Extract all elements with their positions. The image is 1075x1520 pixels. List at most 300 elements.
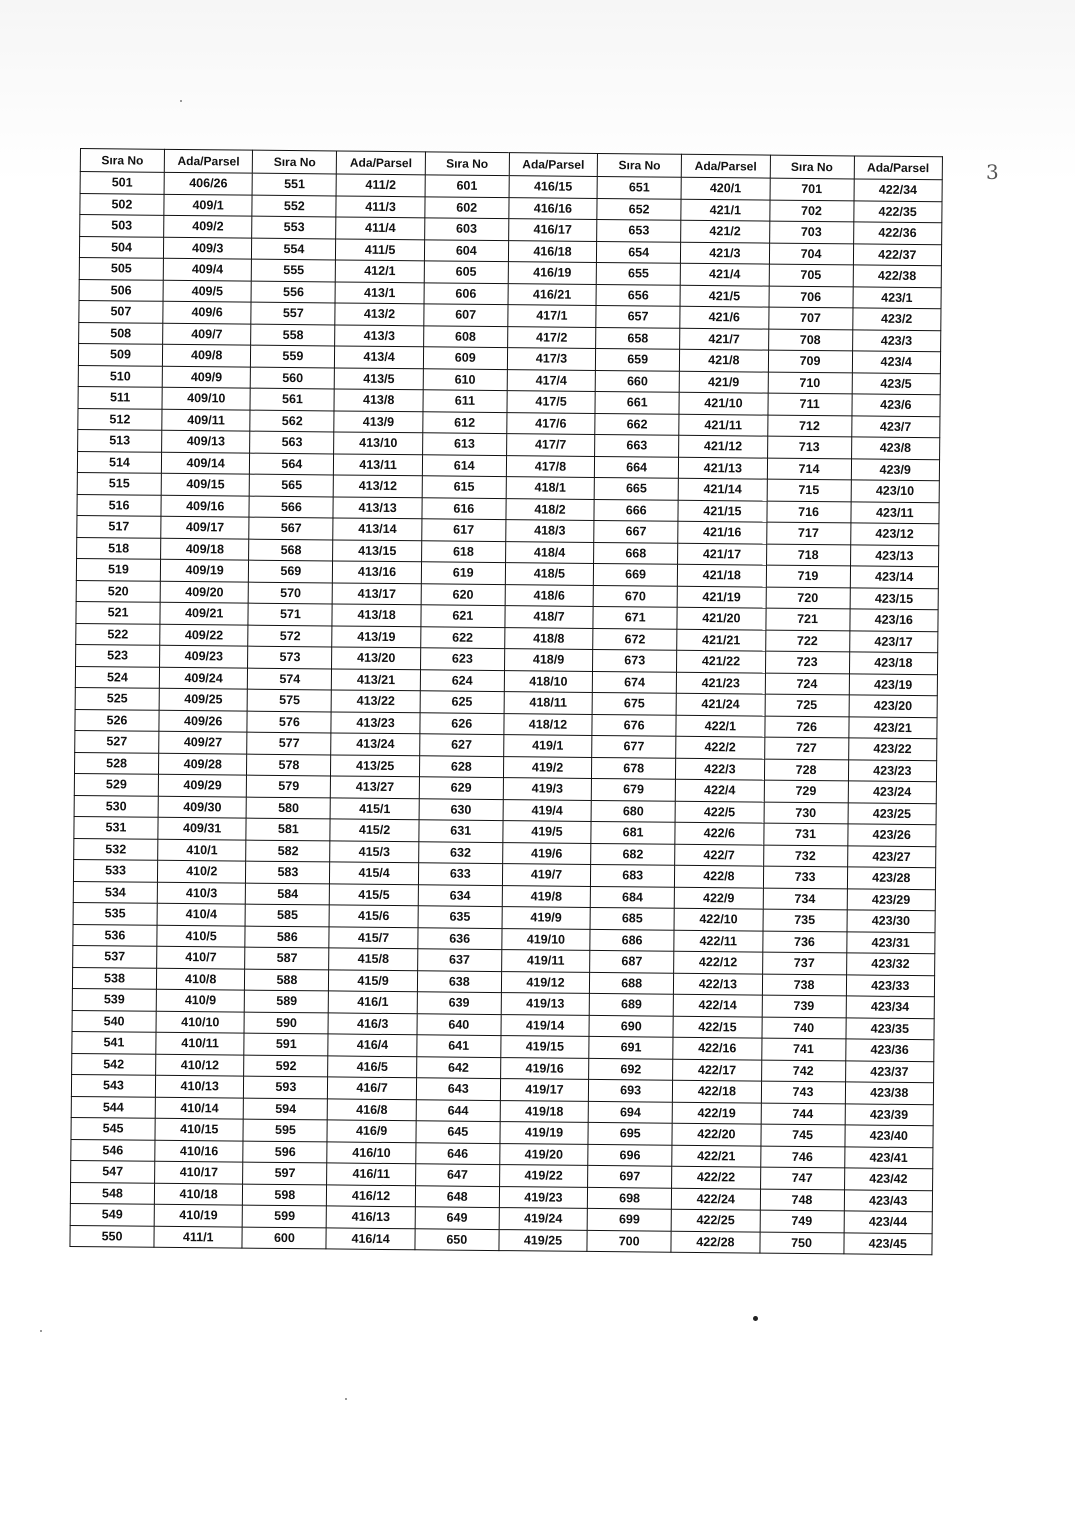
sira-no-cell: 579 bbox=[247, 775, 331, 797]
ada-parsel-cell: 422/17 bbox=[673, 1059, 762, 1081]
ada-parsel-cell: 413/11 bbox=[334, 453, 423, 475]
sira-no-cell: 568 bbox=[249, 539, 333, 561]
sira-no-cell: 732 bbox=[763, 845, 847, 867]
ada-parsel-cell: 410/19 bbox=[154, 1204, 243, 1226]
sira-no-cell: 559 bbox=[251, 345, 335, 367]
ada-parsel-cell: 413/15 bbox=[333, 539, 422, 561]
sira-no-cell: 733 bbox=[763, 866, 847, 888]
ada-parsel-cell: 422/10 bbox=[674, 908, 763, 930]
ada-parsel-cell: 413/13 bbox=[333, 496, 422, 518]
ada-parsel-cell: 422/28 bbox=[671, 1231, 760, 1253]
sira-no-cell: 690 bbox=[589, 1015, 673, 1037]
sira-no-cell: 507 bbox=[79, 300, 163, 322]
sira-no-cell: 714 bbox=[767, 458, 851, 480]
sira-no-cell: 555 bbox=[252, 259, 336, 281]
ada-parsel-cell: 415/7 bbox=[329, 926, 418, 948]
sira-no-cell: 641 bbox=[417, 1035, 501, 1057]
ada-parsel-cell: 415/4 bbox=[330, 862, 419, 884]
sira-no-cell: 569 bbox=[249, 560, 333, 582]
ada-parsel-cell: 409/7 bbox=[163, 323, 252, 345]
ada-parsel-cell: 418/9 bbox=[504, 649, 593, 671]
ada-parsel-cell: 422/35 bbox=[853, 200, 942, 222]
ada-parsel-cell: 417/1 bbox=[508, 305, 597, 327]
ada-parsel-cell: 417/7 bbox=[506, 434, 595, 456]
sira-no-cell: 722 bbox=[765, 630, 849, 652]
ada-parsel-cell: 418/12 bbox=[504, 713, 593, 735]
ada-parsel-cell: 422/15 bbox=[673, 1016, 762, 1038]
ada-parsel-cell: 422/24 bbox=[672, 1188, 761, 1210]
sira-no-cell: 740 bbox=[762, 1017, 846, 1039]
ada-parsel-cell: 416/3 bbox=[328, 1012, 417, 1034]
sira-no-cell: 525 bbox=[75, 687, 159, 709]
parcel-table bbox=[69, 148, 942, 1255]
sira-no-cell: 658 bbox=[596, 327, 680, 349]
ada-parsel-cell: 423/26 bbox=[847, 824, 936, 846]
ada-parsel-cell: 413/24 bbox=[331, 733, 420, 755]
ada-parsel-cell: 419/22 bbox=[499, 1165, 588, 1187]
header-ada-parsel: Ada/Parsel bbox=[164, 149, 253, 173]
sira-no-cell: 601 bbox=[425, 175, 509, 197]
ada-parsel-cell: 409/21 bbox=[160, 602, 249, 624]
ada-parsel-cell: 413/1 bbox=[335, 281, 424, 303]
ada-parsel-cell: 417/2 bbox=[507, 326, 596, 348]
sira-no-cell: 735 bbox=[763, 909, 847, 931]
sira-no-cell: 605 bbox=[424, 261, 508, 283]
ada-parsel-cell: 418/5 bbox=[505, 563, 594, 585]
sira-no-cell: 602 bbox=[425, 196, 509, 218]
sira-no-cell: 723 bbox=[765, 651, 849, 673]
ada-parsel-cell: 409/3 bbox=[163, 237, 252, 259]
sira-no-cell: 565 bbox=[250, 474, 334, 496]
ada-parsel-cell: 423/39 bbox=[845, 1103, 934, 1125]
ada-parsel-cell: 423/20 bbox=[849, 695, 938, 717]
sira-no-cell: 538 bbox=[72, 967, 156, 989]
sira-no-cell: 512 bbox=[78, 408, 162, 430]
ada-parsel-cell: 409/26 bbox=[159, 710, 248, 732]
sira-no-cell: 638 bbox=[417, 970, 501, 992]
ada-parsel-cell: 409/4 bbox=[163, 258, 252, 280]
sira-no-cell: 691 bbox=[589, 1036, 673, 1058]
ada-parsel-cell: 413/16 bbox=[333, 561, 422, 583]
sira-no-cell: 618 bbox=[421, 540, 505, 562]
ada-parsel-cell: 416/21 bbox=[508, 283, 597, 305]
sira-no-cell: 730 bbox=[764, 802, 848, 824]
sira-no-cell: 709 bbox=[768, 350, 852, 372]
scan-speck bbox=[180, 100, 182, 102]
sira-no-cell: 674 bbox=[592, 671, 676, 693]
ada-parsel-cell: 410/3 bbox=[157, 882, 246, 904]
ada-parsel-cell: 419/2 bbox=[503, 756, 592, 778]
ada-parsel-cell: 418/4 bbox=[505, 541, 594, 563]
ada-parsel-cell: 421/18 bbox=[677, 564, 766, 586]
ada-parsel-cell: 423/1 bbox=[853, 286, 942, 308]
ada-parsel-cell: 423/23 bbox=[848, 759, 937, 781]
ada-parsel-cell: 422/8 bbox=[675, 865, 764, 887]
ada-parsel-cell: 422/18 bbox=[673, 1080, 762, 1102]
sira-no-cell: 528 bbox=[74, 752, 158, 774]
ada-parsel-cell: 410/5 bbox=[157, 925, 246, 947]
ada-parsel-cell: 420/1 bbox=[681, 177, 770, 199]
ada-parsel-cell: 416/1 bbox=[329, 991, 418, 1013]
ada-parsel-cell: 416/14 bbox=[326, 1227, 415, 1249]
sira-no-cell: 542 bbox=[72, 1053, 156, 1075]
sira-no-cell: 587 bbox=[245, 947, 329, 969]
ada-parsel-cell: 423/21 bbox=[848, 716, 937, 738]
ada-parsel-cell: 423/41 bbox=[844, 1146, 933, 1168]
sira-no-cell: 623 bbox=[420, 648, 504, 670]
table-body bbox=[70, 172, 942, 1255]
sira-no-cell: 557 bbox=[251, 302, 335, 324]
sira-no-cell: 746 bbox=[760, 1146, 844, 1168]
sira-no-cell: 522 bbox=[76, 623, 160, 645]
ada-parsel-cell: 422/20 bbox=[672, 1123, 761, 1145]
ada-parsel-cell: 418/7 bbox=[505, 606, 594, 628]
sira-no-cell: 619 bbox=[421, 562, 505, 584]
sira-no-cell: 678 bbox=[592, 757, 676, 779]
ada-parsel-cell: 421/5 bbox=[680, 285, 769, 307]
ada-parsel-cell: 419/14 bbox=[501, 1014, 590, 1036]
ada-parsel-cell: 417/5 bbox=[507, 391, 596, 413]
ada-parsel-cell: 421/11 bbox=[679, 414, 768, 436]
ada-parsel-cell: 410/13 bbox=[155, 1075, 244, 1097]
ada-parsel-cell: 423/13 bbox=[850, 544, 939, 566]
ada-parsel-cell: 415/1 bbox=[330, 797, 419, 819]
ada-parsel-cell: 416/19 bbox=[508, 262, 597, 284]
sira-no-cell: 656 bbox=[596, 284, 680, 306]
ada-parsel-cell: 421/21 bbox=[677, 629, 766, 651]
sira-no-cell: 617 bbox=[422, 519, 506, 541]
ada-parsel-cell: 418/8 bbox=[504, 627, 593, 649]
sira-no-cell: 716 bbox=[767, 501, 851, 523]
ada-parsel-cell: 409/10 bbox=[162, 387, 251, 409]
ada-parsel-cell: 419/6 bbox=[502, 842, 591, 864]
sira-no-cell: 574 bbox=[248, 668, 332, 690]
ada-parsel-cell: 413/4 bbox=[335, 346, 424, 368]
ada-parsel-cell: 419/9 bbox=[502, 907, 591, 929]
sira-no-cell: 739 bbox=[762, 995, 846, 1017]
sira-no-cell: 571 bbox=[248, 603, 332, 625]
sira-no-cell: 743 bbox=[761, 1081, 845, 1103]
ada-parsel-cell: 422/7 bbox=[675, 844, 764, 866]
ada-parsel-cell: 421/19 bbox=[677, 586, 766, 608]
sira-no-cell: 657 bbox=[596, 305, 680, 327]
ada-parsel-cell: 419/8 bbox=[502, 885, 591, 907]
ada-parsel-cell: 423/2 bbox=[852, 308, 941, 330]
ada-parsel-cell: 416/13 bbox=[327, 1206, 416, 1228]
ada-parsel-cell: 423/27 bbox=[847, 845, 936, 867]
ada-parsel-cell: 423/11 bbox=[850, 501, 939, 523]
sira-no-cell: 672 bbox=[593, 628, 677, 650]
sira-no-cell: 682 bbox=[591, 843, 675, 865]
sira-no-cell: 717 bbox=[766, 522, 850, 544]
ada-parsel-cell: 423/44 bbox=[844, 1211, 933, 1233]
ada-parsel-cell: 413/19 bbox=[332, 625, 421, 647]
ada-parsel-cell: 419/10 bbox=[502, 928, 591, 950]
sira-no-cell: 664 bbox=[595, 456, 679, 478]
ada-parsel-cell: 413/10 bbox=[334, 432, 423, 454]
sira-no-cell: 530 bbox=[74, 795, 158, 817]
ada-parsel-cell: 413/9 bbox=[334, 410, 423, 432]
sira-no-cell: 543 bbox=[71, 1074, 155, 1096]
sira-no-cell: 721 bbox=[765, 608, 849, 630]
ada-parsel-cell: 423/38 bbox=[845, 1082, 934, 1104]
ada-parsel-cell: 413/14 bbox=[333, 518, 422, 540]
ada-parsel-cell: 422/34 bbox=[854, 179, 943, 201]
sira-no-cell: 560 bbox=[251, 367, 335, 389]
sira-no-cell: 533 bbox=[73, 859, 157, 881]
ada-parsel-cell: 413/20 bbox=[332, 647, 421, 669]
ada-parsel-cell: 415/2 bbox=[330, 819, 419, 841]
sira-no-cell: 581 bbox=[246, 818, 330, 840]
ada-parsel-cell: 423/7 bbox=[851, 415, 940, 437]
sira-no-cell: 551 bbox=[252, 173, 336, 195]
sira-no-cell: 737 bbox=[762, 952, 846, 974]
sira-no-cell: 680 bbox=[591, 800, 675, 822]
ada-parsel-cell: 409/27 bbox=[159, 731, 248, 753]
sira-no-cell: 668 bbox=[594, 542, 678, 564]
sira-no-cell: 655 bbox=[596, 262, 680, 284]
sira-no-cell: 736 bbox=[762, 931, 846, 953]
sira-no-cell: 529 bbox=[74, 773, 158, 795]
ada-parsel-cell: 416/9 bbox=[327, 1120, 416, 1142]
sira-no-cell: 671 bbox=[593, 606, 677, 628]
sira-no-cell: 639 bbox=[417, 992, 501, 1014]
ada-parsel-cell: 422/16 bbox=[673, 1037, 762, 1059]
sira-no-cell: 550 bbox=[70, 1225, 154, 1247]
sira-no-cell: 749 bbox=[760, 1210, 844, 1232]
ada-parsel-cell: 423/34 bbox=[846, 996, 935, 1018]
ada-parsel-cell: 422/13 bbox=[674, 973, 763, 995]
ada-parsel-cell: 421/24 bbox=[676, 693, 765, 715]
ada-parsel-cell: 418/11 bbox=[504, 692, 593, 714]
sira-no-cell: 554 bbox=[252, 238, 336, 260]
sira-no-cell: 675 bbox=[592, 692, 676, 714]
sira-no-cell: 645 bbox=[416, 1121, 500, 1143]
ada-parsel-cell: 423/36 bbox=[845, 1039, 934, 1061]
sira-no-cell: 687 bbox=[590, 950, 674, 972]
sira-no-cell: 505 bbox=[79, 257, 163, 279]
sira-no-cell: 567 bbox=[249, 517, 333, 539]
sira-no-cell: 637 bbox=[417, 949, 501, 971]
ada-parsel-cell: 415/6 bbox=[329, 905, 418, 927]
sira-no-cell: 724 bbox=[765, 673, 849, 695]
ada-parsel-cell: 418/1 bbox=[506, 477, 595, 499]
sira-no-cell: 556 bbox=[251, 281, 335, 303]
sira-no-cell: 708 bbox=[768, 329, 852, 351]
sira-no-cell: 535 bbox=[73, 902, 157, 924]
ada-parsel-cell: 422/36 bbox=[853, 222, 942, 244]
sira-no-cell: 718 bbox=[766, 544, 850, 566]
sira-no-cell: 616 bbox=[422, 497, 506, 519]
sira-no-cell: 564 bbox=[250, 453, 334, 475]
sira-no-cell: 734 bbox=[763, 888, 847, 910]
ada-parsel-cell: 415/3 bbox=[330, 840, 419, 862]
ada-parsel-cell: 422/11 bbox=[674, 930, 763, 952]
sira-no-cell: 534 bbox=[73, 881, 157, 903]
sira-no-cell: 502 bbox=[80, 193, 164, 215]
ada-parsel-cell: 416/4 bbox=[328, 1034, 417, 1056]
ada-parsel-cell: 409/29 bbox=[158, 774, 247, 796]
sira-no-cell: 518 bbox=[77, 537, 161, 559]
sira-no-cell: 629 bbox=[419, 777, 503, 799]
sira-no-cell: 575 bbox=[247, 689, 331, 711]
ada-parsel-cell: 421/15 bbox=[678, 500, 767, 522]
sira-no-cell: 660 bbox=[595, 370, 679, 392]
sira-no-cell: 552 bbox=[252, 195, 336, 217]
sira-no-cell: 606 bbox=[424, 282, 508, 304]
ada-parsel-cell: 415/8 bbox=[329, 948, 418, 970]
sira-no-cell: 524 bbox=[75, 666, 159, 688]
sira-no-cell: 531 bbox=[74, 816, 158, 838]
sira-no-cell: 666 bbox=[594, 499, 678, 521]
sira-no-cell: 699 bbox=[587, 1208, 671, 1230]
sira-no-cell: 633 bbox=[418, 863, 502, 885]
scan-speck bbox=[40, 1330, 42, 1332]
sira-no-cell: 654 bbox=[597, 241, 681, 263]
ada-parsel-cell: 418/3 bbox=[506, 520, 595, 542]
sira-no-cell: 707 bbox=[768, 307, 852, 329]
sira-no-cell: 621 bbox=[421, 605, 505, 627]
sira-no-cell: 582 bbox=[246, 840, 330, 862]
ada-parsel-cell: 413/23 bbox=[331, 711, 420, 733]
sira-no-cell: 578 bbox=[247, 754, 331, 776]
ada-parsel-cell: 421/7 bbox=[680, 328, 769, 350]
ada-parsel-cell: 419/5 bbox=[503, 821, 592, 843]
sira-no-cell: 586 bbox=[245, 926, 329, 948]
sira-no-cell: 725 bbox=[765, 694, 849, 716]
ada-parsel-cell: 421/14 bbox=[678, 478, 767, 500]
ada-parsel-cell: 422/9 bbox=[674, 887, 763, 909]
ada-parsel-cell: 422/6 bbox=[675, 822, 764, 844]
sira-no-cell: 603 bbox=[424, 218, 508, 240]
sira-no-cell: 731 bbox=[763, 823, 847, 845]
ada-parsel-cell: 423/19 bbox=[849, 673, 938, 695]
ada-parsel-cell: 422/19 bbox=[672, 1102, 761, 1124]
ada-parsel-cell: 410/1 bbox=[158, 839, 247, 861]
ada-parsel-cell: 410/18 bbox=[154, 1183, 243, 1205]
ada-parsel-cell: 413/21 bbox=[332, 668, 421, 690]
ada-parsel-cell: 413/18 bbox=[332, 604, 421, 626]
sira-no-cell: 508 bbox=[79, 322, 163, 344]
ada-parsel-cell: 411/5 bbox=[336, 238, 425, 260]
ada-parsel-cell: 409/11 bbox=[162, 409, 251, 431]
scan-speck bbox=[345, 1398, 347, 1400]
sira-no-cell: 742 bbox=[761, 1060, 845, 1082]
ada-parsel-cell: 409/28 bbox=[158, 753, 247, 775]
sira-no-cell: 632 bbox=[418, 841, 502, 863]
sira-no-cell: 625 bbox=[420, 691, 504, 713]
ada-parsel-cell: 421/4 bbox=[680, 263, 769, 285]
sira-no-cell: 738 bbox=[762, 974, 846, 996]
sira-no-cell: 576 bbox=[247, 711, 331, 733]
sira-no-cell: 620 bbox=[421, 583, 505, 605]
sira-no-cell: 677 bbox=[592, 735, 676, 757]
sira-no-cell: 604 bbox=[424, 239, 508, 261]
sira-no-cell: 727 bbox=[764, 737, 848, 759]
sira-no-cell: 710 bbox=[768, 372, 852, 394]
ada-parsel-cell: 411/1 bbox=[154, 1226, 243, 1248]
sira-no-cell: 705 bbox=[769, 264, 853, 286]
sira-no-cell: 630 bbox=[419, 798, 503, 820]
sira-no-cell: 570 bbox=[249, 582, 333, 604]
sira-no-cell: 695 bbox=[588, 1122, 672, 1144]
sira-no-cell: 589 bbox=[245, 990, 329, 1012]
sira-no-cell: 700 bbox=[587, 1230, 671, 1252]
sira-no-cell: 704 bbox=[769, 243, 853, 265]
ada-parsel-cell: 423/35 bbox=[846, 1017, 935, 1039]
sira-no-cell: 599 bbox=[243, 1205, 327, 1227]
ada-parsel-cell: 419/12 bbox=[501, 971, 590, 993]
sira-no-cell: 615 bbox=[422, 476, 506, 498]
ada-parsel-cell: 423/9 bbox=[851, 458, 940, 480]
sira-no-cell: 573 bbox=[248, 646, 332, 668]
sira-no-cell: 745 bbox=[761, 1124, 845, 1146]
sira-no-cell: 588 bbox=[245, 969, 329, 991]
sira-no-cell: 511 bbox=[78, 386, 162, 408]
sira-no-cell: 592 bbox=[244, 1055, 328, 1077]
sira-no-cell: 622 bbox=[420, 626, 504, 648]
ada-parsel-cell: 418/2 bbox=[506, 498, 595, 520]
ada-parsel-cell: 421/3 bbox=[681, 242, 770, 264]
sira-no-cell: 501 bbox=[80, 172, 164, 194]
sira-no-cell: 636 bbox=[418, 927, 502, 949]
sira-no-cell: 747 bbox=[760, 1167, 844, 1189]
sira-no-cell: 593 bbox=[244, 1076, 328, 1098]
sira-no-cell: 608 bbox=[423, 325, 507, 347]
sira-no-cell: 598 bbox=[243, 1184, 327, 1206]
sira-no-cell: 684 bbox=[590, 886, 674, 908]
sira-no-cell: 651 bbox=[597, 176, 681, 198]
ada-parsel-cell: 423/4 bbox=[852, 351, 941, 373]
sira-no-cell: 750 bbox=[759, 1232, 843, 1254]
sira-no-cell: 624 bbox=[420, 669, 504, 691]
ada-parsel-cell: 413/3 bbox=[335, 324, 424, 346]
ada-parsel-cell: 423/16 bbox=[849, 609, 938, 631]
sira-no-cell: 643 bbox=[416, 1078, 500, 1100]
ada-parsel-cell: 416/10 bbox=[327, 1141, 416, 1163]
ada-parsel-cell: 409/9 bbox=[162, 366, 251, 388]
sira-no-cell: 701 bbox=[770, 178, 854, 200]
ada-parsel-cell: 410/7 bbox=[157, 946, 246, 968]
page-mark: 3 bbox=[986, 160, 999, 184]
sira-no-cell: 613 bbox=[422, 433, 506, 455]
sira-no-cell: 649 bbox=[415, 1207, 499, 1229]
ada-parsel-cell: 422/14 bbox=[673, 994, 762, 1016]
ada-parsel-cell: 409/6 bbox=[163, 301, 252, 323]
sira-no-cell: 516 bbox=[77, 494, 161, 516]
ada-parsel-cell: 409/18 bbox=[161, 538, 250, 560]
ada-parsel-cell: 423/6 bbox=[852, 394, 941, 416]
sira-no-cell: 515 bbox=[77, 472, 161, 494]
ada-parsel-cell: 417/4 bbox=[507, 369, 596, 391]
ada-parsel-cell: 423/24 bbox=[848, 781, 937, 803]
ada-parsel-cell: 417/6 bbox=[507, 412, 596, 434]
ada-parsel-cell: 409/5 bbox=[163, 280, 252, 302]
ada-parsel-cell: 409/19 bbox=[160, 559, 249, 581]
ada-parsel-cell: 423/15 bbox=[850, 587, 939, 609]
sira-no-cell: 673 bbox=[593, 649, 677, 671]
ada-parsel-cell: 423/33 bbox=[846, 974, 935, 996]
ada-parsel-cell: 416/8 bbox=[328, 1098, 417, 1120]
ada-parsel-cell: 422/12 bbox=[674, 951, 763, 973]
ada-parsel-cell: 422/25 bbox=[671, 1209, 760, 1231]
ada-parsel-cell: 421/8 bbox=[680, 349, 769, 371]
sira-no-cell: 711 bbox=[768, 393, 852, 415]
ada-parsel-cell: 423/22 bbox=[848, 738, 937, 760]
ada-parsel-cell: 422/21 bbox=[672, 1145, 761, 1167]
ada-parsel-cell: 409/22 bbox=[160, 624, 249, 646]
ada-parsel-cell: 421/6 bbox=[680, 306, 769, 328]
